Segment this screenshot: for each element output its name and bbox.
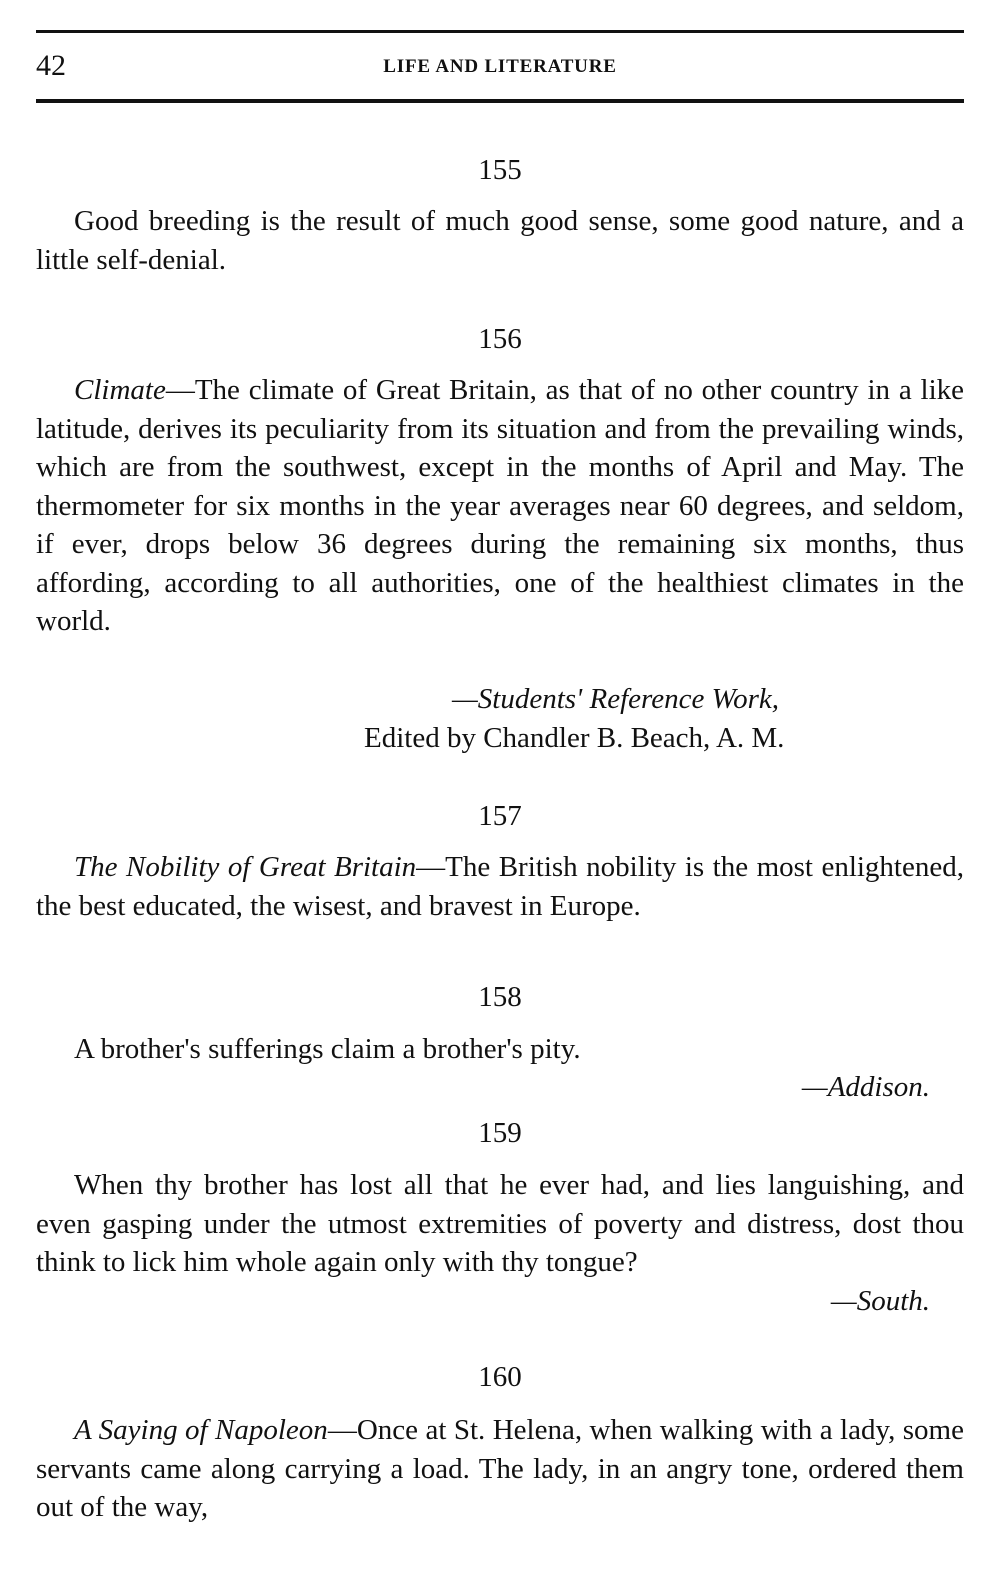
entry-text: —Once at St. Helena, when walking with a lady, some servants came along carrying a load. The lady, in an angry tone, ordered them out of the way, [36, 1414, 964, 1523]
entry-number: 158 [478, 981, 522, 1013]
entry-attribution-editor: Edited by Chandler B. Beach, A. M. [364, 722, 785, 754]
entry-text: —The British nobility is the most enlightened, the best educated, the wisest, and bravest in Europe. [36, 851, 964, 922]
entry-paragraph [36, 371, 964, 641]
entry-text: A brother's sufferings claim a brother's pity. [74, 1033, 581, 1065]
running-head: LIFE AND LITERATURE [383, 56, 617, 77]
attribution-author: —Addison. [801, 1071, 930, 1103]
entry-paragraph [36, 1411, 964, 1527]
entry-title: A Saying of Napoleon [74, 1414, 328, 1446]
entry-text: —The climate of Great Britain, as that of no other country in a like latitude, derives its peculiarity from its situation and from the prevailing winds, which are from the southwest, except in the months of April and May. The thermometer for six months in the year averages near 60 degrees, and seldom, if ever, drops below 36 degrees during the remaining six months, thus affording, according to all authorities, one of the healthiest climates in the world. [36, 374, 964, 637]
entry-attribution [452, 680, 779, 718]
entry-attribution [831, 1282, 930, 1320]
entry-text: Good breeding is the result of much good sense, some good nature, and a little self-denial. [36, 205, 964, 276]
header-rule-bottom [36, 99, 964, 103]
entry-title: The Nobility of Great Britain [74, 851, 417, 883]
entry-number: 157 [478, 800, 522, 832]
entry-paragraph [36, 848, 964, 925]
entry-number: 159 [478, 1117, 522, 1149]
attribution-work: —Students' Reference Work, [452, 683, 780, 715]
entry-attribution [802, 1068, 930, 1106]
entry-title: Climate [74, 374, 166, 406]
attribution-author: —South. [830, 1285, 930, 1317]
header-rule-top [36, 30, 964, 33]
entry-number: 160 [478, 1361, 522, 1393]
entry-number: 155 [478, 154, 522, 186]
page-number: 42 [36, 49, 66, 82]
entry-text: When thy brother has lost all that he ever had, and lies languishing, and even gasping under the utmost extremities of poverty and distress, dost thou think to lick him whole again only with thy tongue? [36, 1169, 964, 1278]
entry-number: 156 [478, 323, 522, 355]
